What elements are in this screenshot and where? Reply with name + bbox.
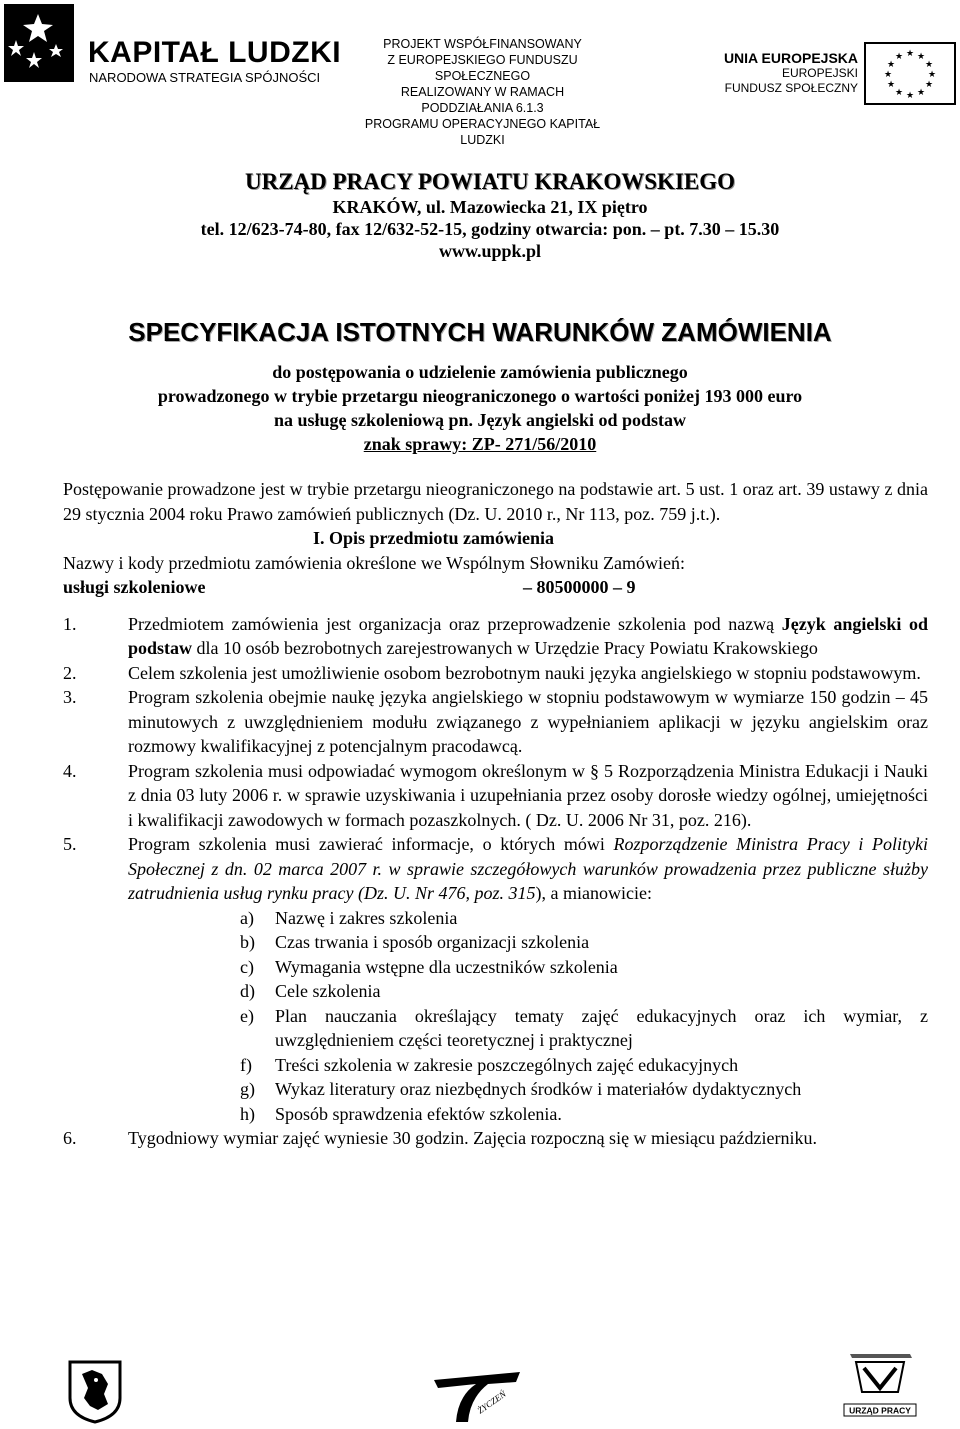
- sublist-item-b: [240, 930, 928, 955]
- sublist-text: Treści szkolenia w zakresie poszczególnych zajęć edukacyjnych: [275, 1054, 739, 1075]
- zyczen-text: ŻYCZEŃ: [475, 1388, 508, 1416]
- sublist-letter: a): [240, 907, 254, 928]
- project-line-2: Z EUROPEJSKIEGO FUNDUSZU SPOŁECZNEGO: [387, 53, 578, 83]
- list-item-4: [63, 759, 928, 833]
- project-cofinancing-note: [350, 36, 615, 148]
- sublist-item-g: [240, 1077, 928, 1102]
- sublist-text: Sposób sprawdzenia efektów szkolenia.: [275, 1103, 562, 1124]
- svg-text:★: ★: [886, 80, 896, 90]
- document-subtitle: [40, 360, 920, 432]
- document-title: SPECYFIKACJA ISTOTNYCH WARUNKÓW ZAMÓWIENIA: [128, 317, 832, 347]
- list-number: 5.: [63, 834, 77, 854]
- svg-text:★: ★: [905, 49, 915, 59]
- sublist-letter: g): [240, 1079, 255, 1099]
- list-item-6: [63, 1126, 928, 1151]
- list-item-1: [63, 612, 928, 661]
- svg-text:★: ★: [916, 88, 926, 98]
- sublist-letter: f): [240, 1054, 252, 1075]
- cpv-intro: Nazwy i kody przedmiotu zamówienia określone we Wspólnym Słowniku Zamówień:: [63, 552, 686, 573]
- subtitle-line-3: na usługę szkoleniową pn. Język angielski od podstaw: [273, 410, 687, 430]
- list-text: Program szkolenia obejmie naukę języka angielskiego w stopniu podstawowym w wymiarze 150 godzin – 45 minutowych z uwzględnieniem modułu związanego z wypełnianiem aplikacji w języku angielskim oraz rozmowy kwalifikacyjnej z potencjalnym pracodawcą.: [128, 687, 928, 756]
- cpv-row: [63, 575, 928, 600]
- project-line-3: REALIZOWANY W RAMACH: [400, 85, 565, 99]
- list-item-5: [63, 832, 928, 906]
- item-5-text-a: Program szkolenia musi zawierać informacje, o których mówi: [128, 834, 614, 854]
- project-line-1: PROJEKT WSPÓŁFINANSOWANY: [383, 37, 582, 51]
- office-website-link[interactable]: www.uppk.pl: [438, 241, 542, 261]
- item-5-regulation: Rozporządzenie Ministra Pracy i Polityki Społecznej z dn. 02 marca 2007 r. w sprawie szczegółowych warunków prowadzenia przez publiczne służby zatrudnienia usług rynku pracy (Dz. U. Nr 476, poz. 315: [128, 834, 928, 903]
- sublist-text: Plan nauczania określający tematy zajęć edukacyjnych oraz ich wymiar, z uwzględnieniem części teoretycznej i praktycznej: [275, 1005, 928, 1050]
- eu-label-line-2: EUROPEJSKI: [781, 66, 858, 80]
- office-address: KRAKÓW, ul. Mazowiecka 21, IX piętro: [332, 197, 648, 217]
- sublist-text: Wymagania wstępne dla uczestników szkolenia: [275, 956, 618, 977]
- subtitle-line-2: prowadzonego w trybie przetargu nieograniczonego o wartości poniżej 193 000 euro: [157, 386, 803, 406]
- svg-text:★: ★: [927, 70, 937, 80]
- document-body: [63, 477, 928, 1151]
- item-1-text-c: dla 10 osób bezrobotnych zarejestrowanych w Urzędzie Pracy Powiatu Krakowskiego: [192, 638, 818, 658]
- eu-label-line-1: UNIA EUROPEJSKA: [723, 50, 858, 66]
- list-item-2: [63, 661, 928, 686]
- eu-label-line-3: FUNDUSZ SPOŁECZNY: [724, 81, 858, 95]
- section-1-title: I. Opis przedmiotu zamówienia: [313, 528, 554, 548]
- item-1-training-name: Język angielski od podstaw: [128, 613, 928, 658]
- svg-text:★: ★: [894, 88, 904, 98]
- county-crest-logo: [68, 1360, 122, 1424]
- svg-text:★: ★: [924, 60, 934, 70]
- eu-fund-label: [700, 51, 858, 96]
- svg-text:★: ★: [905, 91, 915, 101]
- sublist-letter: b): [240, 932, 255, 952]
- office-header: [100, 168, 880, 262]
- project-line-5: PROGRAMU OPERACYJNEGO KAPITAŁ LUDZKI: [364, 117, 601, 147]
- svg-text:★: ★: [886, 60, 896, 70]
- intro-paragraph: Postępowanie prowadzone jest w trybie przetargu nieograniczonego na podstawie art. 5 ust. 1 oraz art. 39 ustawy z dnia 29 stycznia 2004 roku Prawo zamówień publicznych (Dz. U. 2010 r., Nr 113, poz. 759 j.t.).: [63, 479, 928, 524]
- urzad-pracy-logo: [842, 1348, 918, 1418]
- eu-flag-icon: [864, 42, 956, 105]
- cpv-code: – 80500000 – 9: [523, 577, 636, 597]
- sublist-item-d: [240, 979, 928, 1004]
- item-5-text-c: ), a mianowicie:: [535, 883, 652, 903]
- office-phone: tel. 12/623-74-80, fax 12/632-52-15, godziny otwarcia: pon. – pt. 7.30 – 15.30: [200, 219, 780, 239]
- list-number: 3.: [63, 687, 77, 707]
- sublist-text: Nazwę i zakres szkolenia: [275, 907, 458, 928]
- kapital-ludzki-emblem: [4, 4, 74, 82]
- svg-text:★: ★: [924, 80, 934, 90]
- sublist-letter: h): [240, 1103, 255, 1124]
- list-number: 2.: [63, 662, 77, 683]
- requirements-list: [63, 612, 928, 1151]
- sublist-letter: c): [240, 956, 254, 977]
- list-number: 6.: [63, 1128, 77, 1148]
- sublist-letter: e): [240, 1005, 254, 1026]
- sublist-item-f: [240, 1053, 928, 1078]
- list-number: 4.: [63, 760, 77, 781]
- list-number: 1.: [63, 613, 77, 634]
- list-text: Program szkolenia musi odpowiadać wymogom określonym w § 5 Rozporządzenia Ministra Edukacji i Nauki z dnia 03 luty 2006 r. w sprawie uzyskiwania i uzupełniania przez osoby dorosłe wiedzy ogólnej, umiejętności i kwalifikacji zawodowych w formach pozaszkolnych. ( Dz. U. 2006 Nr 31, poz. 216).: [128, 760, 928, 830]
- list-text: [128, 832, 928, 906]
- sublist-text: Cele szkolenia: [275, 981, 381, 1001]
- cpv-name: usługi szkoleniowe: [63, 577, 206, 597]
- project-line-4: PODDZIAŁANIA 6.1.3: [421, 101, 544, 115]
- subtitle-line-1: do postępowania o udzielenie zamówienia publicznego: [272, 362, 688, 382]
- kapital-ludzki-title: KAPITAŁ LUDZKI: [88, 36, 342, 69]
- sublist-item-h: [240, 1102, 928, 1127]
- urzad-pracy-text: URZĄD PRACY: [849, 1405, 911, 1416]
- list-item-3: [63, 685, 928, 759]
- sublist-text: Czas trwania i sposób organizacji szkolenia: [275, 932, 590, 952]
- svg-text:★: ★: [894, 52, 904, 62]
- kapital-ludzki-subtitle: NARODOWA STRATEGIA SPÓJNOŚCI: [89, 70, 321, 85]
- sublist-item-a: [240, 906, 928, 931]
- list-text: Celem szkolenia jest umożliwienie osobom bezrobotnym nauki języka angielskiego w stopniu podstawowym.: [128, 662, 921, 683]
- list-text: Tygodniowy wymiar zajęć wyniesie 30 godzin. Zajęcia rozpoczną się w miesiącu październiku.: [128, 1128, 817, 1148]
- kapital-ludzki-logo: [4, 4, 344, 86]
- svg-text:★: ★: [883, 70, 893, 80]
- list-text: [128, 612, 928, 661]
- office-name: URZĄD PRACY POWIATU KRAKOWSKIEGO: [244, 169, 736, 194]
- svg-text:★: ★: [916, 52, 926, 62]
- sublist-item-c: [240, 955, 928, 980]
- item-1-text-a: Przedmiotem zamówienia jest organizacja oraz przeprowadzenie szkolenia pod nazwą: [128, 613, 782, 634]
- zyczen-swoosh-logo: [430, 1368, 522, 1424]
- sublist-text: Wykaz literatury oraz niezbędnych środków i materiałów dydaktycznych: [275, 1079, 802, 1099]
- sublist-item-e: [240, 1004, 928, 1053]
- sublist-letter: d): [240, 981, 255, 1001]
- case-number: znak sprawy: ZP- 271/56/2010: [363, 434, 597, 454]
